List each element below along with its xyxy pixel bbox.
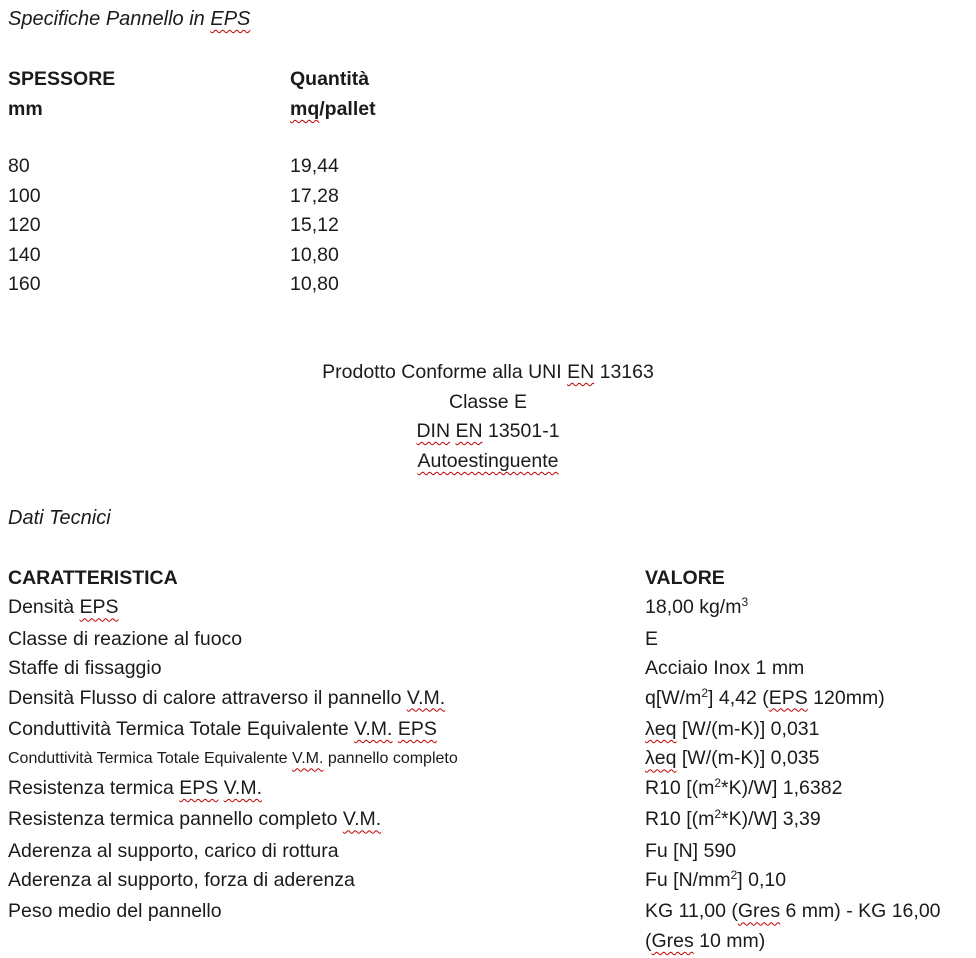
caratteristica-cell [8, 897, 645, 926]
spessore-cell: 100 [8, 184, 41, 207]
panel-table-row [8, 182, 510, 212]
text-segment: Staffe di fissaggio [8, 657, 162, 680]
valore-cell [645, 684, 971, 715]
tech-table-row [8, 837, 971, 866]
valore-cell [645, 715, 971, 744]
text-segment: Prodotto Conforme alla UNI [322, 361, 568, 383]
text-segment: ] 0,10 [737, 869, 787, 892]
spessore-unit-header: mm [8, 98, 43, 120]
tech-table-row [8, 625, 971, 654]
quantita-cell: 17,28 [290, 184, 339, 207]
tech-table-row [8, 593, 971, 624]
valore-cell [645, 837, 971, 866]
superscript-text: 2 [701, 685, 709, 700]
dati-tecnici-heading: Dati Tecnici [8, 507, 111, 529]
text-segment: 120mm) [807, 686, 885, 709]
tech-table-row [8, 654, 971, 683]
certification-line [0, 417, 976, 447]
valore-cell [645, 625, 971, 654]
certification-line [0, 447, 976, 477]
text-segment: Resistenza termica [8, 776, 180, 799]
text-segment: Acciaio Inox 1 mm [645, 657, 805, 680]
text-segment: R10 [(m [645, 808, 715, 831]
caratteristica-cell [8, 744, 645, 773]
document-title [8, 6, 250, 32]
spessore-header: SPESSORE [8, 68, 116, 90]
superscript-text: 2 [714, 775, 722, 790]
text-segment: R10 [(m [645, 776, 715, 799]
spessore-cell: 120 [8, 214, 41, 236]
text-segment: 13163 [594, 361, 654, 383]
panel-table-header-row1 [8, 64, 510, 94]
valore-cell [645, 897, 971, 956]
panel-table-row [8, 211, 510, 241]
misspelled-text: V.M. [354, 718, 393, 741]
quantita-cell: 10,80 [290, 273, 339, 295]
text-segment: pannello completo [323, 750, 458, 768]
caratteristica-cell [8, 866, 645, 895]
valore-cell [645, 774, 971, 805]
text-segment: KG 11,00 ( [645, 900, 738, 923]
quantita-unit-header [290, 94, 510, 124]
text-segment: Peso medio del pannello [8, 900, 222, 923]
caratteristica-cell [8, 625, 645, 654]
superscript-text: 2 [730, 868, 738, 883]
misspelled-text: V.M. [342, 808, 382, 831]
tech-table-row [8, 866, 971, 897]
text-segment: Aderenza al supporto, carico di rottura [8, 839, 339, 862]
text-segment: *K)/W] 3,39 [721, 808, 821, 831]
caratteristica-cell [8, 805, 645, 834]
caratteristica-cell [8, 593, 645, 622]
quantita-cell: 10,80 [290, 243, 339, 266]
valore-cell [645, 744, 971, 773]
misspelled-text: EPS [397, 718, 437, 741]
tech-table-row [8, 715, 971, 744]
certification-block [0, 358, 976, 476]
text-segment: E [645, 627, 659, 650]
misspelled-text: V.M. [223, 776, 262, 799]
panel-table-body [8, 152, 510, 300]
text-segment: 6 mm) - KG 16,00 ( [645, 900, 941, 952]
text-segment: /pallet [319, 98, 376, 120]
superscript-text: 2 [714, 807, 722, 822]
caratteristica-cell [8, 715, 645, 744]
caratteristica-cell [8, 654, 645, 683]
misspelled-text: DIN [416, 420, 451, 443]
misspelled-text: V.M. [406, 686, 446, 709]
text-segment: Resistenza termica pannello completo [8, 808, 343, 831]
panel-table-row [8, 152, 510, 182]
text-segment: Conduttività Termica Totale Equivalente [8, 750, 293, 768]
text-segment: Fu [N/mm [645, 869, 731, 892]
text-segment: Fu [N] 590 [645, 839, 737, 862]
misspelled-text: EN [455, 420, 483, 443]
misspelled-text: Gres [737, 900, 781, 923]
tech-data-table [8, 564, 971, 956]
valore-cell [645, 593, 971, 624]
text-segment: *K)/W] 1,6382 [721, 776, 843, 799]
panel-spec-table [8, 64, 510, 300]
text-segment: Classe E [448, 390, 528, 413]
misspelled-text: EPS [179, 776, 219, 799]
spessore-cell: 140 [8, 243, 41, 266]
text-segment: Specifiche Pannello in [8, 8, 211, 30]
text-segment: Densità [8, 596, 80, 619]
spessore-cell: 160 [8, 273, 41, 295]
valore-header: VALORE [645, 567, 725, 589]
misspelled-text: λeq [645, 718, 677, 741]
misspelled-text: EPS [210, 8, 251, 30]
tech-table-header-row [8, 564, 971, 593]
tech-table-row [8, 744, 971, 773]
certification-line [0, 388, 976, 418]
text-segment: 10 mm) [693, 929, 766, 952]
misspelled-text: λeq [645, 747, 677, 770]
superscript-text: 3 [741, 595, 749, 610]
panel-table-row [8, 270, 510, 300]
tech-table-row [8, 897, 971, 956]
misspelled-text: Autoestinguente [417, 449, 559, 472]
misspelled-text: V.M. [292, 750, 324, 768]
text-segment: [W/(m-K)] 0,031 [676, 718, 820, 741]
valore-cell [645, 866, 971, 897]
misspelled-text: EN [567, 361, 595, 383]
quantita-header: Quantità [290, 68, 370, 90]
text-segment: Aderenza al supporto, forza di aderenza [8, 869, 355, 892]
misspelled-text: mq [290, 98, 320, 120]
panel-table-row [8, 241, 510, 271]
quantita-cell: 19,44 [290, 155, 339, 177]
misspelled-text: Gres [651, 929, 694, 952]
certification-line [0, 358, 976, 388]
text-segment: 18,00 kg/m [645, 596, 742, 619]
tech-table-body [8, 593, 971, 956]
text-segment: Densità Flusso di calore attraverso il pannello [8, 686, 407, 709]
text-segment: ] 4,42 ( [708, 686, 769, 709]
caratteristica-cell [8, 837, 645, 866]
valore-cell [645, 654, 971, 683]
text-segment: Conduttività Termica Totale Equivalente [8, 718, 355, 741]
caratteristica-cell [8, 774, 645, 803]
text-segment: [W/(m-K)] 0,035 [676, 747, 820, 770]
misspelled-text: EPS [768, 686, 808, 709]
tech-table-row [8, 774, 971, 805]
quantita-cell: 15,12 [290, 214, 339, 236]
misspelled-text: EPS [79, 596, 119, 619]
text-segment: 13501-1 [482, 420, 560, 443]
caratteristica-header: CARATTERISTICA [8, 567, 178, 589]
tech-table-row [8, 684, 971, 715]
valore-cell [645, 805, 971, 836]
text-segment: q[W/m [645, 686, 702, 709]
caratteristica-cell [8, 684, 645, 713]
tech-table-row [8, 805, 971, 836]
spessore-cell: 80 [8, 155, 30, 177]
panel-table-spacer [8, 124, 510, 152]
panel-table-header-row2 [8, 94, 510, 124]
text-segment: Classe di reazione al fuoco [8, 627, 243, 650]
